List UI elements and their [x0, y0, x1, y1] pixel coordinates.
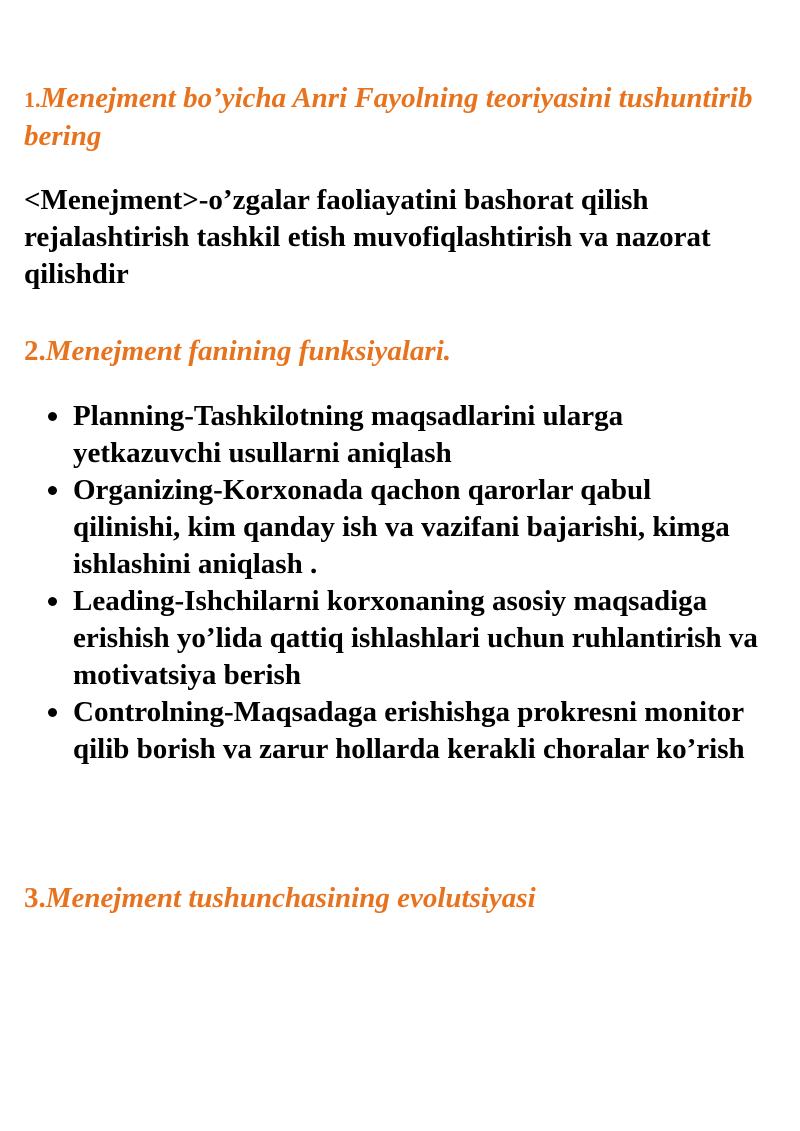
bullet-icon: [48, 708, 57, 717]
list-item-controlling: [24, 694, 764, 768]
section-1-paragraph: <Menejment>-o’zgalar faoliayatini bashorat qilish rejalashtirish tashkil etish muvofiqlashtirish va nazorat qilishdir: [24, 184, 711, 290]
list-item-organizing: [24, 472, 764, 583]
list-item-leading: [24, 583, 764, 694]
section-2-heading: [24, 333, 764, 369]
section-3-number: 3.: [24, 882, 46, 914]
section-1-title: Menejment bo’yicha Anri Fayolning teoriyasini tushuntirib bering: [24, 82, 753, 152]
section-2-number: 2.: [24, 335, 46, 367]
bullet-icon: [48, 412, 57, 421]
bullet-icon: [48, 486, 57, 495]
section-2-title: Menejment fanining funksiyalari.: [45, 335, 452, 367]
functions-list: [24, 398, 764, 768]
list-item-text: Leading-Ishchilarni korxonaning asosiy maqsadiga erishish yo’lida qattiq ishlashlari uchun ruhlantirish va motivatsiya berish: [73, 585, 758, 691]
list-item-text: Planning-Tashkilotning maqsadlarini ularga yetkazuvchi usullarni aniqlash: [73, 400, 624, 469]
list-item-text: Organizing-Korxonada qachon qarorlar qabul qilinishi, kim qanday ish va vazifani bajarishi, kimga ishlashini aniqlash .: [73, 474, 730, 580]
section-3-title: Menejment tushunchasining evolutsiyasi: [45, 882, 536, 914]
section-3-heading: [24, 880, 764, 916]
section-1-number: 1.: [24, 87, 41, 112]
list-item-planning: [24, 398, 764, 472]
list-item-text: Controlning-Maqsadaga erishishga prokresni monitor qilib borish va zarur hollarda kerakli choralar ko’rish: [73, 696, 745, 765]
section-1-heading: [24, 80, 764, 154]
bullet-icon: [48, 597, 57, 606]
